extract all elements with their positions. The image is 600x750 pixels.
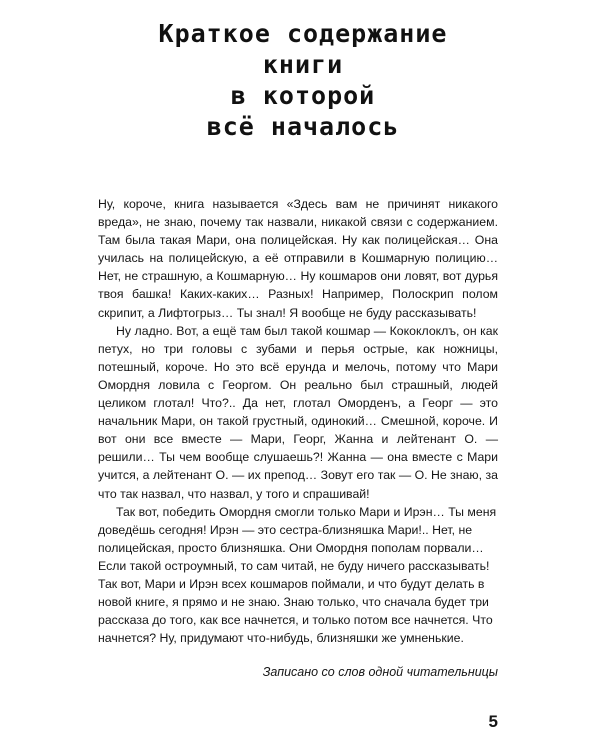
- body-text: [98, 195, 498, 647]
- page-number: 5: [488, 712, 498, 731]
- title-line: всё началось: [206, 112, 400, 141]
- title-line: в которой: [230, 81, 376, 110]
- paragraph: Ну ладно. Вот, а ещё там был такой кошмар — Кококлоклъ, он как петух, но три головы с зубами и перья острые, как ножницы, потешный, короче. Но это всё ерунда и мелочь, потому что Мари Омордня ловила с Георгом. Он реально был страшный, людей целиком глотал! Что?.. Да нет, глотал Оморденъ, а Георг — это начальник Мари, он такой грустный, одинокий… Смешной, короче. И вот они все вместе — Мари, Георг, Жанна и лейтенант О. — решили… Ты чем вообще слушаешь?! Жанна — она вместе с Мари учится, а лейтенант О. — их препод… Зовут его так — О. Не знаю, за что так назвал, что назвал, у того и спрашивай!: [98, 323, 498, 501]
- paragraph: Так вот, победить Омордня смогли только Мари и Ирэн… Ты меня доведёшь сегодня! Ирэн — это сестра-близняшка Мари!.. Нет, не полицейская, просто близняшка. Они Омордня пополам порвали… Если такой остроумный, то сам читай, не буду ничего рассказывать! Так вот, Мари и Ирэн всех кошмаров поймали, и что будут делать в новой книге, я прямо и не знаю. Знаю только, что сначала будет три рассказа до того, как все начнется, и только потом все начнется. Что начнется? Ну, придумают что-нибудь, близняшки же умненькие.: [98, 504, 497, 646]
- paragraph: Ну, короче, книга называется «Здесь вам не причинят никакого вреда», не знаю, почему так назвали, никакой связи с содержанием. Там была такая Мари, она полицейская. Ну как полицейская… Она училась на полицейскую, а её отправили в Кошмарную полицию… Нет, не страшную, а Кошмарную… Ну кошмаров они ловят, вот дурья твоя башка! Каких-каких… Разных! Например, Полоскрип полом скрипит, а Лифтогрыз… Ты знал! Я вообще не буду рассказывать!: [98, 197, 498, 320]
- page-title: [158, 18, 448, 142]
- title-line: книги: [262, 50, 344, 79]
- title-line: Краткое содержание: [158, 19, 448, 48]
- signature: Записано со слов одной читательницы: [262, 665, 498, 679]
